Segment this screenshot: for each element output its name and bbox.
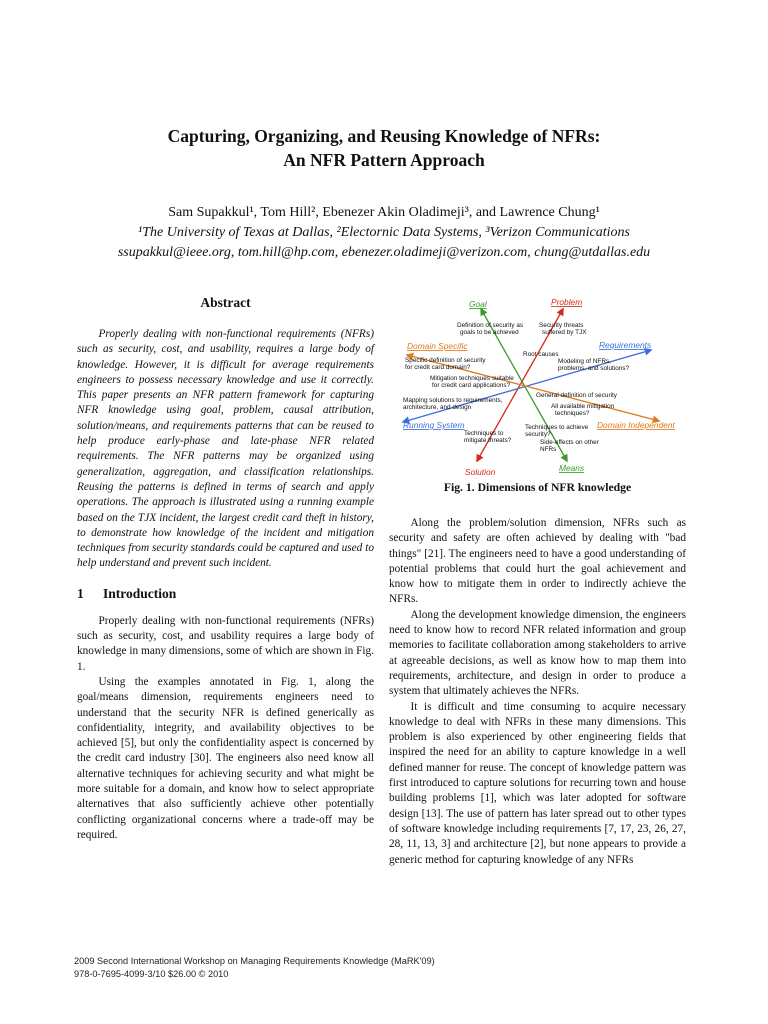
annotation: techniques? [555, 410, 590, 417]
intro-paragraph-2: Using the examples annotated in Fig. 1, along the goal/means dimension, requirements engineers need to understand that the security NFR is defined generically as confidentiality, integrity, and availability objectives to be achieved [5], but only the confidentiality aspect is concerned by the credit card industry [30]. The engineers also need know all alternative techniques for achieving security and what might be more suitable for a domain, and know how to select appropriate alternatives that also sufficiently achieve other potentially conflicting organizational concerns where a trade-off may be required. [77, 675, 374, 841]
label-solution: Solution [465, 467, 496, 475]
annotation: mitigate threats? [464, 437, 512, 444]
annotation: suffered by TJX [542, 329, 587, 336]
section-heading-introduction [77, 586, 374, 602]
annotation: Definition of security as [457, 322, 524, 329]
right-paragraph-1: Along the problem/solution dimension, NFRs such as security and safety are often achieved by dealing with "bad things" [21]. The engineers need to have a good understanding of potential problems that could hurt the goal achievement and know how to mitigate them in order to indirectly achieve the NFRs. [389, 517, 686, 606]
title-line-2: An NFR Pattern Approach [283, 150, 485, 170]
authors-line: Sam Supakkul¹, Tom Hill², Ebenezer Akin Oladimeji³, and Lawrence Chung¹ [168, 205, 600, 220]
annotation: Mapping solutions to requirements, [403, 397, 503, 404]
annotation: NFRs [540, 446, 557, 453]
section-title: Introduction [103, 585, 177, 601]
title-line-1: Capturing, Organizing, and Reusing Knowledge of NFRs: [167, 126, 601, 146]
annotation: Specific definition of security [405, 357, 486, 364]
annotation: General definition of security [536, 392, 617, 399]
intro-paragraph-1: Properly dealing with non-functional requirements (NFRs) such as security, cost, and usability requires a large body of knowledge in many dimensions, some of which are shown in Fig. 1. [77, 614, 374, 673]
annotation: Mitigation techniques suitable [430, 375, 514, 382]
right-column [389, 295, 686, 868]
left-column [77, 295, 374, 843]
annotation: problems, and solutions? [558, 365, 630, 372]
abstract-text: Properly dealing with non-functional requirements (NFRs) such as security, cost, and usability, requires a large body of knowledge. However, it is difficult for average requirements engineers to possess necessary knowledge and use it correctly. This paper presents an NFR pattern framework for capturing NFR knowledge using goal, problem, causal attribution, solution/means, and requirements patterns that can be reused to help produce early-phase and late-phase NFR related requirements. The NFR patterns may be organized using generalization, aggregation, and classification relationships. Reusing the patterns is defined in terms of search and apply operations. The approach is illustrated using a running example based on the TJX incident, the largest credit card theft in history, to demonstrate how knowledge of the incident and mitigation techniques from security standards could be captured and used to help understand and prevent such incident. [77, 328, 374, 570]
annotation: Techniques to achieve [525, 424, 589, 431]
annotation: architecture, and design [403, 404, 472, 411]
figure-1 [389, 295, 686, 475]
annotation: for credit card domain? [405, 364, 471, 371]
footer-line-2: 978-0-7695-4099-3/10 $26.00 © 2010 [74, 969, 229, 979]
nfr-dimensions-diagram [389, 295, 686, 475]
annotation: Techniques to [464, 430, 504, 437]
figure-caption: Fig. 1. Dimensions of NFR knowledge [443, 481, 632, 494]
annotation: Security threats [539, 322, 584, 329]
right-paragraph-2: Along the development knowledge dimension, the engineers need to know how to record NFR related information and group memories to facilitate collaboration among stakeholders to arrive at agreeable decisions, as well as know how to map them into requirements, architecture, and design in order to produce a system that ultimately achieves the NFRs. [389, 608, 686, 698]
annotation: for credit card applications? [432, 382, 511, 389]
annotation: Modeling of NFRs, [558, 358, 611, 365]
label-domain-independent: Domain Independent [597, 420, 675, 430]
right-paragraph-3: It is difficult and time consuming to acquire necessary knowledge to deal with NFRs in these many dimensions. This problem is also experienced by other engineering fields that inspired the need for an ability to capture knowledge in a well defined manner for reuse. The concept of knowledge pattern was first introduced to capture solutions for recurring town and house building problems [1], which was later adopted for software design [13]. The use of pattern has later spread out to other types of software knowledge including requirements [7, 17, 23, 26, 27, 28, 11, 13, 3] and architecture [2], but none appears to provide a generic method for capturing knowledge of any NFRs [389, 700, 686, 866]
page-footer [74, 955, 435, 981]
label-problem: Problem [551, 297, 583, 307]
emails-line: ssupakkul@ieee.org, tom.hill@hp.com, ebenezer.oladimeji@verizon.com, chung@utdallas.edu [117, 245, 651, 260]
affiliations-line: ¹The University of Texas at Dallas, ²Electornic Data Systems, ³Verizon Communications [138, 225, 630, 240]
footer-line-1: 2009 Second International Workshop on Managing Requirements Knowledge (MaRK'09) [74, 956, 435, 966]
annotation: goals to be achieved [460, 329, 519, 336]
label-running-system: Running System [403, 420, 465, 430]
label-means: Means [559, 463, 585, 473]
annotation: security? [525, 431, 551, 438]
label-goal: Goal [469, 299, 487, 309]
annotation: All available mitigation [551, 403, 615, 410]
section-number: 1 [77, 585, 84, 601]
paper-title [0, 124, 768, 172]
label-requirements: Requirements [599, 340, 652, 350]
label-domain-specific: Domain Specific [407, 341, 468, 351]
author-block [0, 203, 768, 263]
annotation: Root causes [523, 351, 559, 358]
annotation: Side-effects on other [540, 439, 599, 446]
abstract-heading: Abstract [200, 295, 251, 310]
